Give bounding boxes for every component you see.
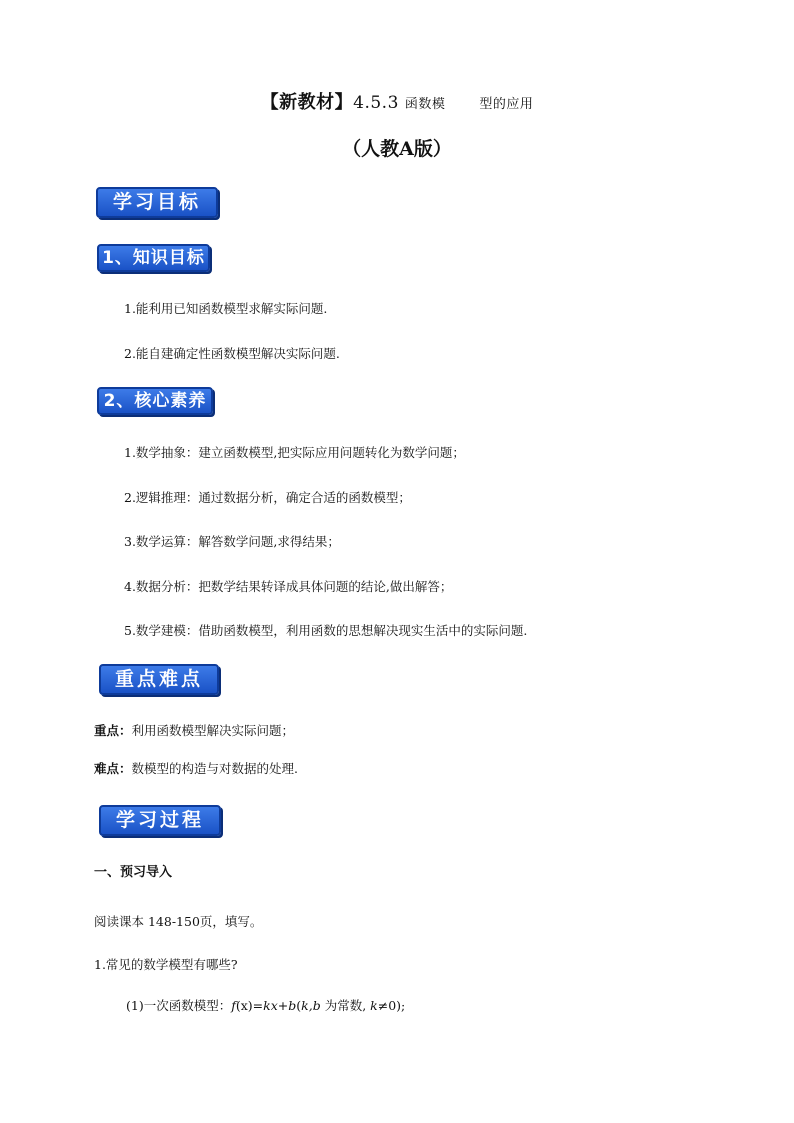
model-prefix: (1)一次函数模型： (126, 998, 232, 1013)
literacy-item: 3.数学运算：解答数学问题,求得结果； (124, 534, 340, 549)
formula-kx: kx (263, 998, 278, 1013)
formula-b: b (288, 998, 297, 1013)
linear-model-line (126, 996, 405, 1014)
key-point-text: 利用函数模型解决实际问题； (131, 723, 295, 738)
question-line: 1.常见的数学模型有哪些? (94, 957, 238, 972)
document-title (0, 88, 794, 114)
formula-plus: + (277, 998, 289, 1013)
title-part1: 函数模 (404, 97, 446, 112)
title-prefix: 【新教材】 (260, 92, 354, 113)
difficulty-label: 难点： (94, 761, 132, 776)
literacy-item: 4.数据分析：把数学结果转译成具体问题的结论,做出解答； (124, 579, 453, 594)
formula-paren: ( (296, 998, 302, 1013)
edition-subtitle: （人教A版） (342, 138, 452, 160)
title-number: 4.5.3 (353, 93, 399, 113)
key-points-badge: 重点难点 (99, 664, 219, 695)
formula-f: f (231, 998, 236, 1013)
formula-const: 为常数, (320, 998, 371, 1013)
key-point-line (94, 721, 294, 739)
literacy-item: 1.数学抽象：建立函数模型,把实际应用问题转化为数学问题； (124, 445, 465, 460)
knowledge-item: 1.能利用已知函数模型求解实际问题. (124, 301, 328, 316)
literacy-item: 5.数学建模：借助函数模型，利用函数的思想解决现实生活中的实际问题. (124, 623, 528, 638)
formula-x: (x)= (235, 998, 264, 1013)
difficulty-line (94, 759, 298, 777)
learning-goals-badge: 学习目标 (96, 187, 218, 218)
difficulty-text: 数模型的构造与对数据的处理. (131, 761, 298, 776)
formula-kb: k,b (301, 998, 321, 1013)
title-part2: 型的应用 (479, 97, 534, 112)
reading-instruction: 阅读课本 148-150页，填写。 (94, 914, 263, 929)
literacy-item: 2.逻辑推理：通过数据分析，确定合适的函数模型； (124, 490, 411, 505)
formula-k: k (370, 998, 378, 1013)
preview-heading: 一、预习导入 (94, 865, 173, 880)
knowledge-item: 2.能自建确定性函数模型解决实际问题. (124, 346, 340, 361)
formula-neq: ≠0); (377, 998, 406, 1013)
knowledge-goals-badge: 1、知识目标 (97, 244, 210, 272)
learning-process-badge: 学习过程 (99, 805, 221, 836)
key-point-label: 重点： (94, 723, 132, 738)
core-literacy-badge: 2、核心素养 (97, 387, 213, 415)
